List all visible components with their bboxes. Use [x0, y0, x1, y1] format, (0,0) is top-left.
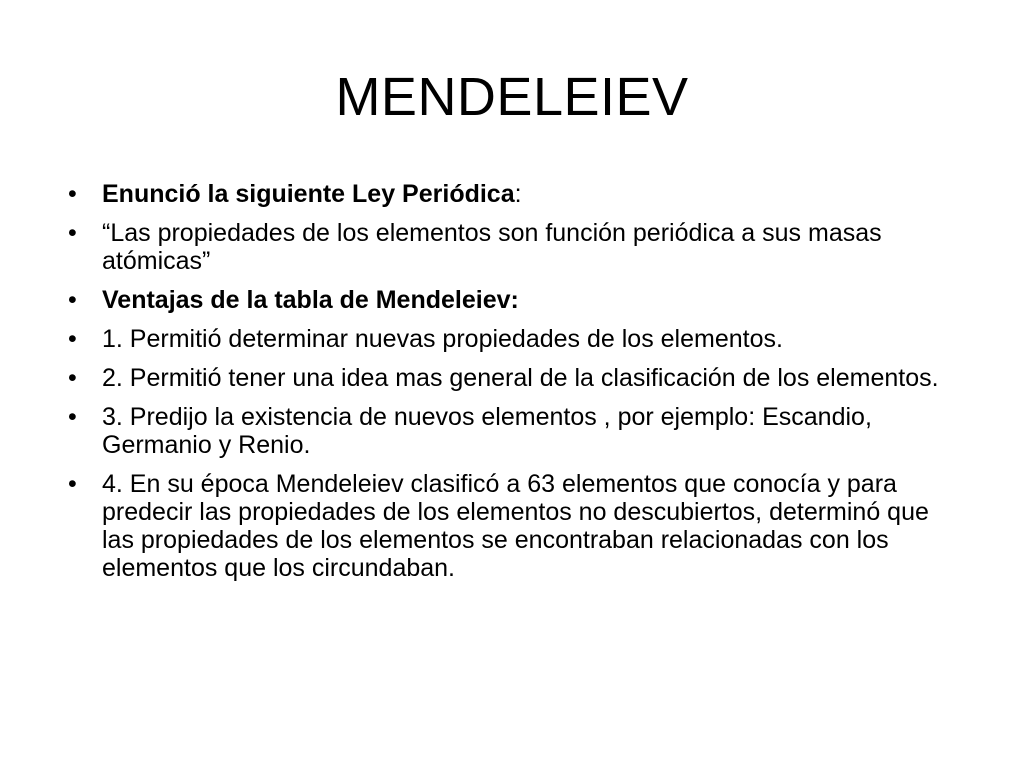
bullet-text: 3. Predijo la existencia de nuevos elementos , por ejemplo: Escandio, Germanio y Renio.	[102, 403, 872, 459]
bullet-text: 1. Permitió determinar nuevas propiedades de los elementos.	[102, 325, 783, 353]
bullet-list	[68, 180, 948, 593]
slide-title: MENDELEIEV	[335, 67, 689, 127]
bullet-icon: •	[68, 470, 77, 498]
bullet-item-law-intro	[68, 180, 948, 208]
bullet-icon: •	[68, 286, 77, 314]
bullet-text: 4. En su época Mendeleiev clasificó a 63 elementos que conocía y para predecir las propiedades de los elementos no descubiertos, determinó que las propiedades de los elementos se encontraban relacionadas con los elementos que los circundaban.	[102, 470, 929, 582]
bullet-item-advantage-1	[68, 325, 948, 353]
bullet-item-advantage-2	[68, 364, 948, 392]
bullet-text: Ventajas de la tabla de Mendeleiev:	[102, 286, 519, 314]
bullet-item-advantage-3	[68, 403, 948, 459]
bullet-text-bold: Enunció la siguiente Ley Periódica	[102, 180, 515, 208]
bullet-icon: •	[68, 403, 77, 431]
bullet-item-advantage-4	[68, 470, 948, 582]
bullet-text: 2. Permitió tener una idea mas general de la clasificación de los elementos.	[102, 364, 939, 392]
bullet-icon: •	[68, 364, 77, 392]
bullet-icon: •	[68, 219, 77, 247]
bullet-item-advantages-heading	[68, 286, 948, 314]
bullet-icon: •	[68, 180, 77, 208]
bullet-text: “Las propiedades de los elementos son función periódica a sus masas atómicas”	[102, 219, 882, 275]
bullet-text	[102, 180, 522, 208]
bullet-item-law-quote	[68, 219, 948, 275]
bullet-icon: •	[68, 325, 77, 353]
bullet-text-colon: :	[514, 180, 522, 208]
